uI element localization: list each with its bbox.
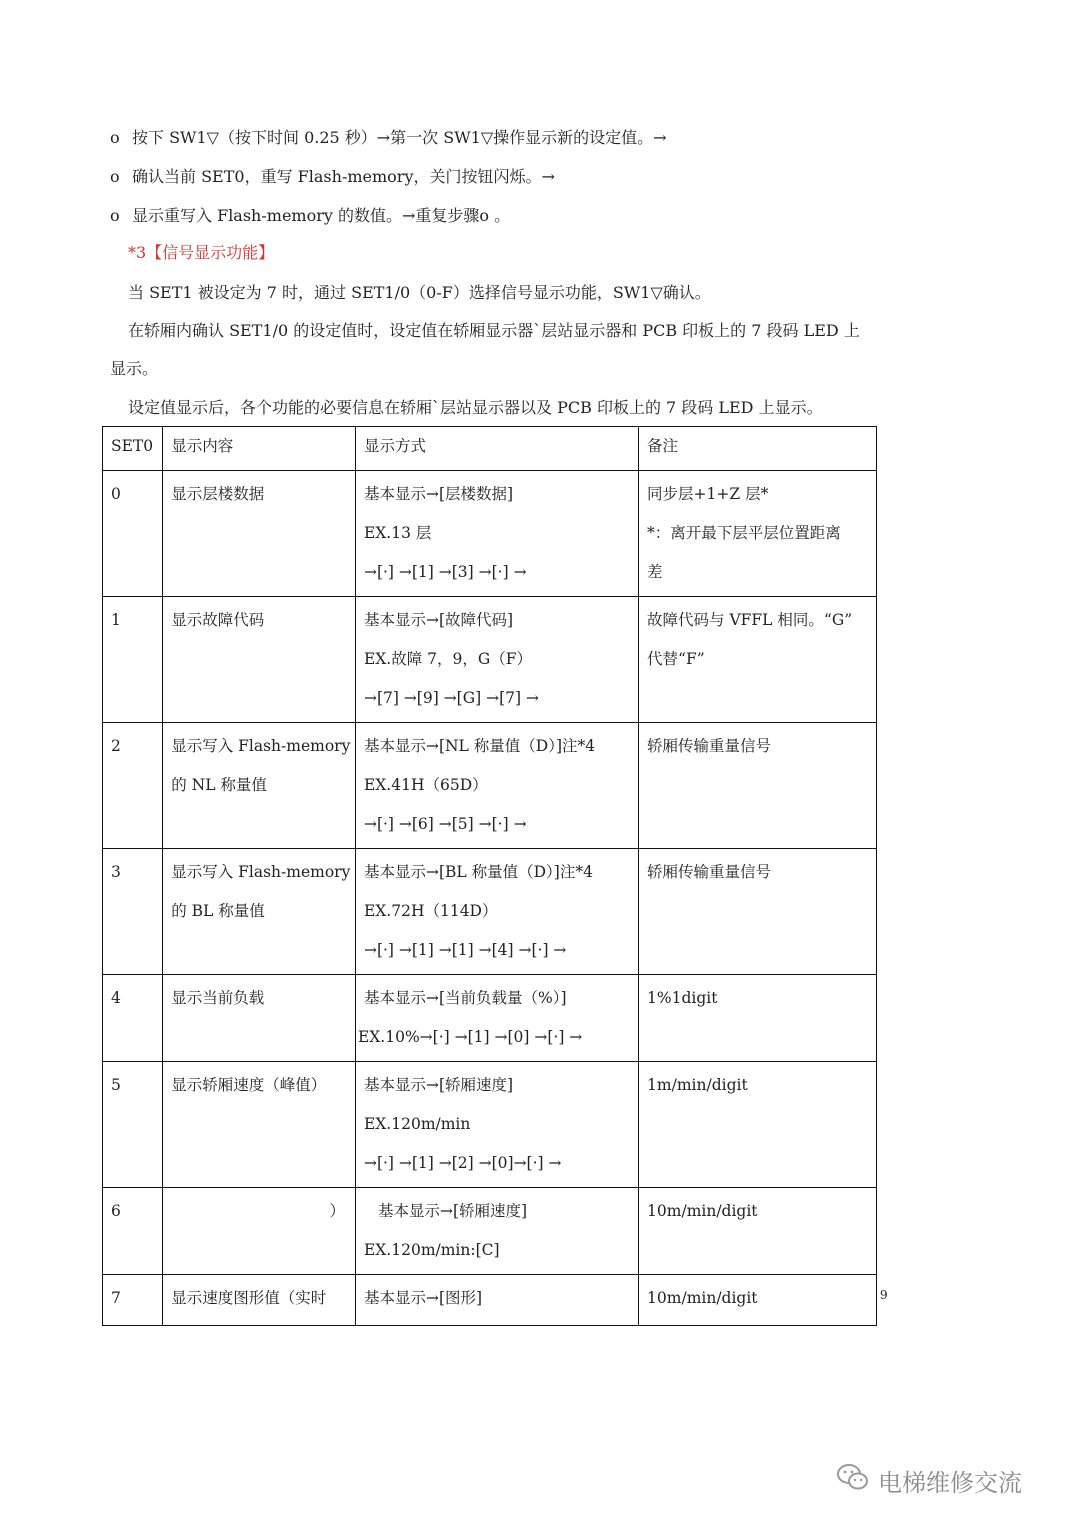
- bullet-text: 确认当前 SET0，重写 Flash-memory，关门按钮闪烁。→: [132, 167, 555, 186]
- section-title: *3【信号显示功能】: [128, 243, 275, 262]
- method-text: 基本显示→[层楼数据]: [363, 485, 514, 503]
- set-value: 1: [111, 611, 121, 629]
- note-text: 轿厢传输重量信号: [647, 737, 772, 755]
- paragraph-3: 设定值显示后，各个功能的必要信息在轿厢`层站显示器以及 PCB 印板上的 7 段码 LED 上显示。: [128, 398, 823, 417]
- note-text: 10m/min/digit: [647, 1202, 758, 1220]
- wechat-icon: [836, 1462, 870, 1498]
- table-row: [103, 849, 877, 975]
- bullet-marker: o: [110, 206, 120, 225]
- method-text: 基本显示→[轿厢速度]: [363, 1076, 514, 1094]
- method-text: →[·] →[6] →[5] →[·] →: [363, 815, 527, 833]
- method-text: EX.41H（65D）: [363, 776, 488, 794]
- set-value: 7: [111, 1289, 121, 1307]
- content-text: 的 NL 称量值: [171, 776, 267, 794]
- paragraph-1: 当 SET1 被设定为 7 时，通过 SET1/0（0-F）选择信号显示功能，SW1▽确认。: [128, 283, 711, 302]
- method-text: →[·] →[1] →[1] →[4] →[·] →: [363, 941, 567, 959]
- method-text: 基本显示→[图形]: [363, 1289, 483, 1307]
- note-text: 1%1digit: [647, 989, 718, 1007]
- page-number: 9: [880, 1288, 888, 1302]
- content-text: 的 BL 称量值: [171, 902, 265, 920]
- watermark-text: 电梯维修交流: [878, 1468, 1022, 1497]
- set-value: 0: [111, 485, 121, 503]
- table-row: [103, 597, 877, 723]
- bullet-line-2: [110, 167, 555, 187]
- paragraph-2-line-2: 显示。: [110, 359, 159, 378]
- content-text: 显示故障代码: [171, 611, 265, 629]
- method-text: EX.120m/min: [363, 1115, 471, 1133]
- note-text: 故障代码与 VFFL 相同。“G”: [647, 611, 853, 629]
- note-text: 1m/min/digit: [647, 1076, 748, 1094]
- note-text: 10m/min/digit: [647, 1289, 758, 1307]
- method-text: →[·] →[1] →[2] →[0]→[·] →: [363, 1154, 562, 1172]
- watermark: [836, 1462, 1022, 1498]
- content-text: 显示当前负载: [171, 989, 265, 1007]
- method-text: 基本显示→[BL 称量值（D）]注*4: [363, 863, 593, 881]
- paragraph-2-line-1: 在轿厢内确认 SET1/0 的设定值时，设定值在轿厢显示器`层站显示器和 PCB 印板上的 7 段码 LED 上: [128, 321, 860, 340]
- method-text: →[·] →[1] →[3] →[·] →: [363, 563, 527, 581]
- method-text: EX.故障 7，9，G（F）: [363, 650, 533, 668]
- table-row: [103, 1062, 877, 1188]
- header-cell: 显示内容: [163, 427, 356, 471]
- bullet-line-3: [110, 206, 510, 226]
- bullet-line-1: [110, 128, 667, 148]
- table-row: [103, 1188, 877, 1275]
- content-text: ）: [329, 1202, 345, 1220]
- header-cell: 显示方式: [355, 427, 638, 471]
- method-text: EX.13 层: [363, 524, 432, 542]
- table-row: [103, 471, 877, 597]
- bullet-text: 按下 SW1▽（按下时间 0.25 秒）→第一次 SW1▽操作显示新的设定值。→: [132, 128, 667, 147]
- method-text: EX.10%→[·] →[1] →[0] →[·] →: [357, 1028, 583, 1046]
- table-row: [103, 723, 877, 849]
- note-text: 轿厢传输重量信号: [647, 863, 772, 881]
- content-text: 显示写入 Flash-memory: [171, 737, 351, 755]
- table-header-row: [103, 427, 877, 471]
- content-text: 显示写入 Flash-memory: [171, 863, 351, 881]
- header-cell: 备注: [639, 427, 877, 471]
- method-text: EX.72H（114D）: [363, 902, 498, 920]
- table-row: [103, 1275, 877, 1326]
- content-text: 显示轿厢速度（峰值）: [171, 1076, 327, 1094]
- content-text: 显示速度图形值（实时: [171, 1289, 327, 1307]
- bullet-marker: o: [110, 128, 120, 147]
- content-text: 显示层楼数据: [171, 485, 265, 503]
- set-value: 5: [111, 1076, 121, 1094]
- set-value: 4: [111, 989, 121, 1007]
- signal-display-table: [102, 426, 877, 1326]
- note-text: 同步层+1+Z 层*: [647, 485, 769, 503]
- set-value: 6: [111, 1202, 121, 1220]
- note-text: 代替“F”: [647, 650, 705, 668]
- method-text: →[7] →[9] →[G] →[7] →: [363, 689, 539, 707]
- method-text: EX.120m/min:[C]: [363, 1241, 500, 1259]
- note-text: *：离开最下层平层位置距离: [647, 524, 841, 542]
- method-text: 基本显示→[当前负载量（%）]: [363, 989, 567, 1007]
- method-text: 基本显示→[NL 称量值（D）]注*4: [363, 737, 596, 755]
- bullet-text: 显示重写入 Flash-memory 的数值。→重复步骤o 。: [132, 206, 511, 225]
- set-value: 2: [111, 737, 121, 755]
- method-text: 基本显示→[轿厢速度]: [377, 1202, 528, 1220]
- set-value: 3: [111, 863, 121, 881]
- header-cell: SET0: [103, 427, 163, 471]
- method-text: 基本显示→[故障代码]: [363, 611, 514, 629]
- bullet-marker: o: [110, 167, 120, 186]
- table-row: [103, 975, 877, 1062]
- note-text: 差: [647, 563, 663, 581]
